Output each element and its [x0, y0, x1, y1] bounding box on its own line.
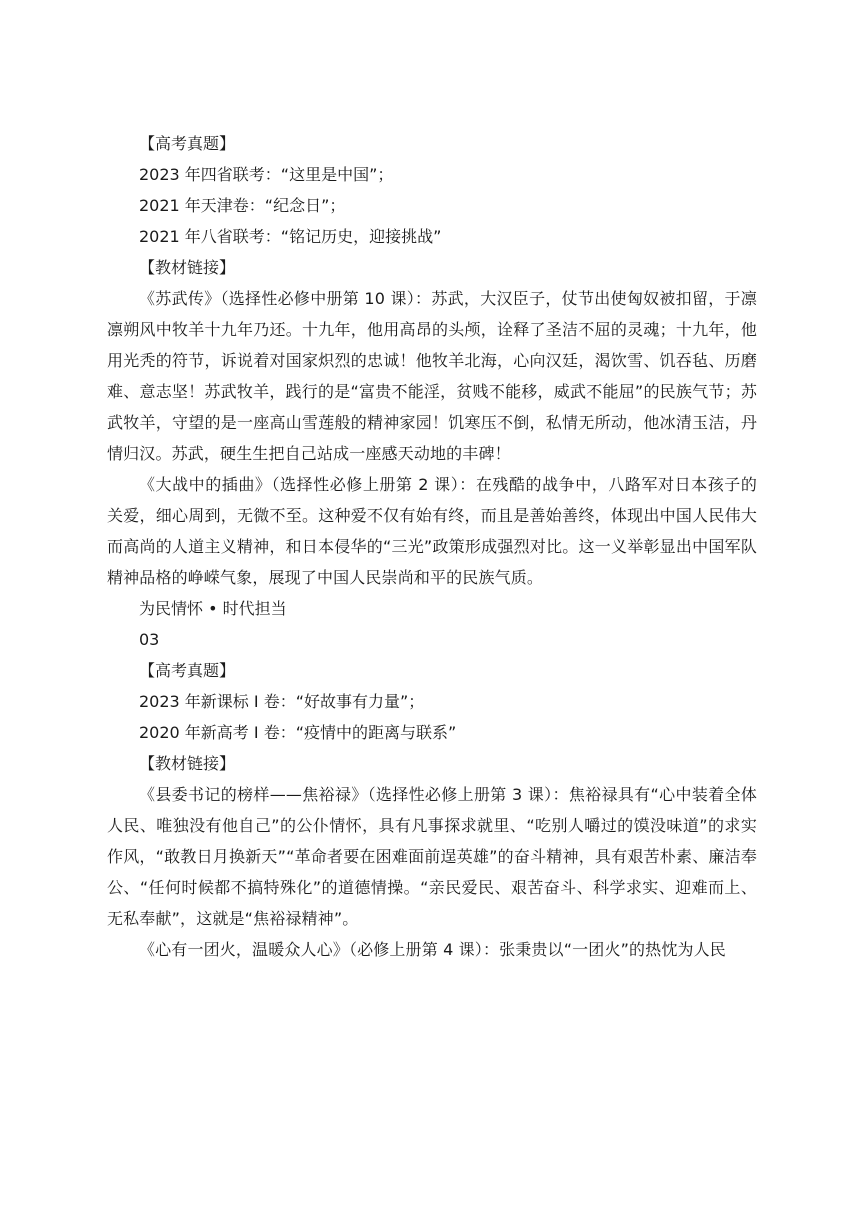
- textbook-paragraph: 《心有一团火，温暖众人心》（必修上册第 4 课）：张秉贵以“一团火”的热忱为人民: [139, 940, 726, 959]
- textbook-paragraph: 《县委书记的榜样——焦裕禄》（选择性必修上册第 3 课）：焦裕禄具有“心中装着全体人民、唯独没有他自己”的公仆情怀，具有凡事探求就里、“吃别人嚼过的馍没味道”的求实作风，“敢教日月换新天”“革命者要在困难面前逞英雄”的奋斗精神，具有艰苦朴素、廉洁奉公、“任何时候都不搞特殊化”的道德情操。“亲民爱民、艰苦奋斗、科学求实、迎难而上、无私奉献”，这就是“焦裕禄精神”。: [107, 785, 757, 928]
- textbook-paragraph: 《苏武传》（选择性必修中册第 10 课）：苏武，大汉臣子，仗节出使匈奴被扣留，于凛凛朔风中牧羊十九年乃还。十九年，他用高昂的头颅，诠释了圣洁不屈的灵魂；十九年，他用光秃的符节，诉说着对国家炽烈的忠诚！他牧羊北海，心向汉廷，渴饮雪、饥吞毡、历磨难、意志坚！苏武牧羊，践行的是“富贵不能淫，贫贱不能移，威武不能屈”的民族气节；苏武牧羊，守望的是一座高山雪莲般的精神家园！饥寒压不倒，私情无所动，他冰清玉洁，丹情归汉。苏武，硬生生把自己站成一座感天动地的丰碑！: [107, 289, 757, 463]
- textbook-heading: 【教材链接】: [139, 258, 236, 277]
- exam-item: 2020 年新高考 I 卷：“疫情中的距离与联系”: [139, 723, 457, 742]
- document-page: [107, 128, 757, 965]
- section-number: 03: [139, 630, 160, 649]
- exam-item: 2023 年新课标 I 卷：“好故事有力量”；: [139, 692, 425, 711]
- exam-item: 2023 年四省联考：“这里是中国”；: [139, 165, 394, 184]
- textbook-paragraph: 《大战中的插曲》（选择性必修上册第 2 课）：在残酷的战争中，八路军对日本孩子的关爱，细心周到，无微不至。这种爱不仅有始有终，而且是善始善终，体现出中国人民伟大而高尚的人道主义精神，和日本侵华的“三光”政策形成强烈对比。这一义举彰显出中国军队精神品格的峥嵘气象，展现了中国人民崇尚和平的民族气质。: [107, 475, 757, 587]
- textbook-heading: 【教材链接】: [139, 754, 236, 773]
- section-title: 为民情怀 • 时代担当: [139, 599, 287, 618]
- exam-item: 2021 年天津卷：“纪念日”；: [139, 196, 346, 215]
- exam-heading: 【高考真题】: [139, 134, 236, 153]
- exam-item: 2021 年八省联考：“铭记历史，迎接挑战”: [139, 227, 442, 246]
- exam-heading: 【高考真题】: [139, 661, 236, 680]
